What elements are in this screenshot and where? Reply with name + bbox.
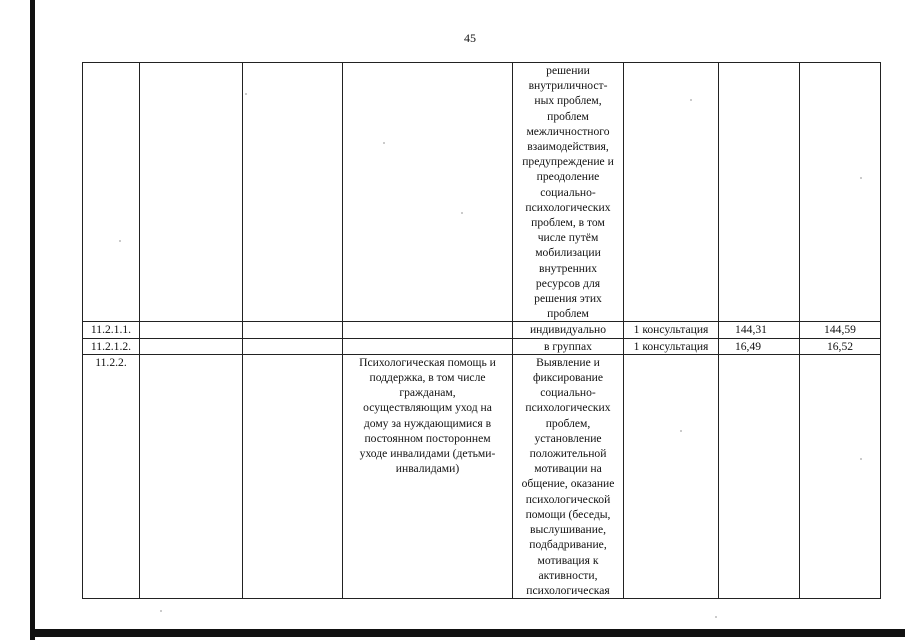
cell-form: индивидуально [513,322,624,338]
cell-unit: 1 консультация [624,338,719,354]
cell-code: 11.2.1.1. [83,322,140,338]
cell-empty [243,354,343,598]
scan-edge-bottom [30,629,905,637]
description-text: Выявление и фиксирование социально- психологических проблем, установление положительной мотивации на общение, оказание психологической помощи (беседы, выслушивание, подбадривание, мотивация к активности, психологическая [521,355,615,597]
cell-service [343,354,513,598]
cell-unit [624,354,719,598]
cell-service [343,322,513,338]
cell-code [83,63,140,322]
cell-value2: 144,59 [800,322,881,338]
description-text: решении внутриличност- ных проблем, проблем межличностного взаимодействия, предупреждение и преодоление социально- психологических проблем, в том числе путём мобилизации внутренних ресурсов для решения этих проблем [522,64,614,321]
scan-speck [461,212,463,214]
scan-speck [160,610,162,612]
cell-empty [140,63,243,322]
scan-speck [119,240,121,242]
cell-value2: 16,52 [800,338,881,354]
cell-description [513,63,624,322]
cell-form: в группах [513,338,624,354]
services-table [82,62,881,599]
table-row [83,338,881,354]
scan-speck [715,616,717,618]
scan-edge-left [30,0,35,640]
cell-empty [140,338,243,354]
cell-service [343,63,513,322]
page-number: 45 [464,31,476,45]
cell-description [513,354,624,598]
cell-empty [140,354,243,598]
cell-empty [243,322,343,338]
cell-unit [624,63,719,322]
cell-value2 [800,354,881,598]
cell-code: 11.2.1.2. [83,338,140,354]
cell-value1 [719,354,800,598]
scan-speck [860,458,862,460]
table-row-continuation [83,63,881,322]
cell-value1 [719,63,800,322]
table-row [83,354,881,598]
cell-unit: 1 консультация [624,322,719,338]
scan-speck [383,142,385,144]
table-row [83,322,881,338]
cell-code: 11.2.2. [83,354,140,598]
scan-speck [690,99,692,101]
cell-value2 [800,63,881,322]
cell-service [343,338,513,354]
service-text: Психологическая помощь и поддержка, в том числе гражданам, осуществляющим уход на дому за нуждающимися в постоянном постороннем уходе инвалидами (детьми- инвалидами) [359,355,496,476]
scan-speck [245,93,247,95]
cell-value1: 144,31 [719,322,800,338]
cell-empty [243,338,343,354]
cell-value1: 16,49 [719,338,800,354]
scan-speck [860,177,862,179]
scan-speck [680,430,682,432]
cell-empty [243,63,343,322]
cell-empty [140,322,243,338]
